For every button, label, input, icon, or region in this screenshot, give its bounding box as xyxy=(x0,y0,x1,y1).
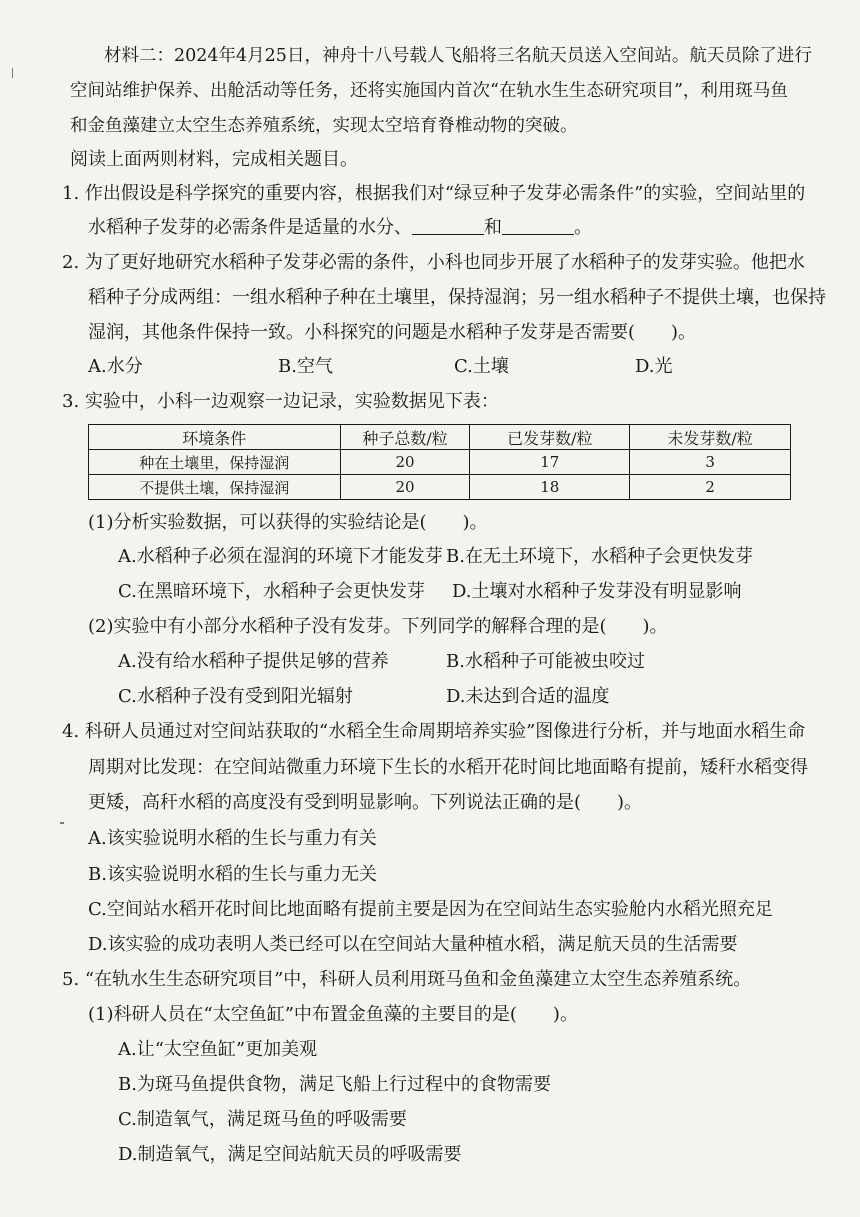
question-5-1-option-b: B.为斑马鱼提供食物，满足飞船上行过程中的食物需要 xyxy=(118,1074,551,1095)
question-4-line-3: 更矮，高秆水稻的高度没有受到明显影响。下列说法正确的是( )。 xyxy=(88,792,643,813)
question-3-1-option-a: A.水稻种子必须在湿润的环境下才能发芽 xyxy=(118,546,443,567)
question-5-intro: 5. “在轨水生生态研究项目”中，科研人员利用斑马鱼和金鱼藻建立太空生态养殖系统。 xyxy=(62,969,752,990)
question-2-option-c: C.土壤 xyxy=(454,356,509,377)
question-2-option-d: D.光 xyxy=(635,356,673,377)
question-3-2-option-d: D.未达到合适的温度 xyxy=(446,686,610,707)
question-3-2-option-b: B.水稻种子可能被虫咬过 xyxy=(446,651,645,672)
table-cell: 不提供土壤，保持湿润 xyxy=(89,475,341,500)
question-1-text-a: 水稻种子发芽的必需条件是适量的水分、 xyxy=(88,217,412,238)
table-cell: 20 xyxy=(340,450,470,475)
table-header-condition: 环境条件 xyxy=(89,425,341,450)
question-1-text-b: 和 xyxy=(484,217,502,238)
question-1-line-2 xyxy=(88,217,592,239)
table-header-row xyxy=(89,425,791,450)
question-3-sub-2-stem: (2)实验中有小部分水稻种子没有发芽。下列同学的解释合理的是( )。 xyxy=(88,616,668,637)
question-3-intro: 3. 实验中，小科一边观察一边记录，实验数据见下表： xyxy=(62,391,499,412)
table-header-total: 种子总数/粒 xyxy=(340,425,470,450)
question-1-text-c: 。 xyxy=(574,217,592,238)
scan-mark xyxy=(60,822,64,824)
question-2-option-a: A.水分 xyxy=(88,356,143,377)
question-4-line-2: 周期对比发现：在空间站微重力环境下生长的水稻开花时间比地面略有提前，矮秆水稻变得 xyxy=(88,757,808,778)
question-3-1-option-b: B.在无土环境下，水稻种子会更快发芽 xyxy=(446,546,753,567)
table-header-germinated: 已发芽数/粒 xyxy=(470,425,630,450)
question-2-line-3: 湿润，其他条件保持一致。小科探究的问题是水稻种子发芽是否需要( )。 xyxy=(88,322,697,343)
question-2-line-2: 稻种子分成两组：一组水稻种子种在土壤里，保持湿润；另一组水稻种子不提供土壤，也保持 xyxy=(88,287,826,308)
table-header-not-germinated: 未发芽数/粒 xyxy=(630,425,791,450)
question-2-line-1: 2. 为了更好地研究水稻种子发芽必需的条件，小科也同步开展了水稻种子的发芽实验。他把水 xyxy=(62,252,805,273)
question-4-line-1: 4. 科研人员通过对空间站获取的“水稻全生命周期培养实验”图像进行分析，并与地面水稻生命 xyxy=(62,721,806,742)
material-two-line-3: 和金鱼藻建立太空生态养殖系统，实现太空培育脊椎动物的突破。 xyxy=(70,116,578,136)
question-4-option-a: A.该实验说明水稻的生长与重力有关 xyxy=(88,828,377,849)
experiment-data-table xyxy=(88,424,791,500)
table-cell: 3 xyxy=(630,450,791,475)
table-cell: 种在土壤里，保持湿润 xyxy=(89,450,341,475)
question-5-1-option-c: C.制造氧气，满足斑马鱼的呼吸需要 xyxy=(118,1109,407,1130)
answer-blank-2[interactable] xyxy=(502,218,574,235)
question-5-sub-1-stem: (1)科研人员在“太空鱼缸”中布置金鱼藻的主要目的是( )。 xyxy=(88,1004,578,1025)
question-3-1-option-d: D.土壤对水稻种子发芽没有明显影响 xyxy=(452,581,742,602)
scan-mark xyxy=(12,68,13,78)
table-cell: 18 xyxy=(470,475,630,500)
question-3-sub-1-stem: (1)分析实验数据，可以获得的实验结论是( )。 xyxy=(88,512,488,533)
question-3-2-option-a: A.没有给水稻种子提供足够的营养 xyxy=(118,651,389,672)
question-5-1-option-a: A.让“太空鱼缸”更加美观 xyxy=(118,1039,318,1060)
table-cell: 17 xyxy=(470,450,630,475)
table-row xyxy=(89,475,791,500)
question-3-2-option-c: C.水稻种子没有受到阳光辐射 xyxy=(118,686,353,707)
table-row xyxy=(89,450,791,475)
question-1-line-1: 1. 作出假设是科学探究的重要内容，根据我们对“绿豆种子发芽必需条件”的实验，空间站里的 xyxy=(62,183,806,204)
answer-blank-1[interactable] xyxy=(412,218,484,235)
question-4-option-d: D.该实验的成功表明人类已经可以在空间站大量种植水稻，满足航天员的生活需要 xyxy=(88,934,738,955)
material-two-line-1: 材料二：2024年4月25日，神舟十八号载人飞船将三名航天员送入空间站。航天员除了进行 xyxy=(104,46,812,66)
table-cell: 2 xyxy=(630,475,791,500)
table-cell: 20 xyxy=(340,475,470,500)
reading-instruction: 阅读上面两则材料，完成相关题目。 xyxy=(70,149,358,170)
material-two-line-2: 空间站维护保养、出舱活动等任务，还将实施国内首次“在轨水生生态研究项目”，利用斑马鱼 xyxy=(70,81,788,101)
question-3-1-option-c: C.在黑暗环境下，水稻种子会更快发芽 xyxy=(118,581,425,602)
question-4-option-b: B.该实验说明水稻的生长与重力无关 xyxy=(88,864,377,885)
question-4-option-c: C.空间站水稻开花时间比地面略有提前主要是因为在空间站生态实验舱内水稻光照充足 xyxy=(88,899,773,920)
question-5-1-option-d: D.制造氧气，满足空间站航天员的呼吸需要 xyxy=(118,1144,462,1165)
question-2-option-b: B.空气 xyxy=(278,356,333,377)
